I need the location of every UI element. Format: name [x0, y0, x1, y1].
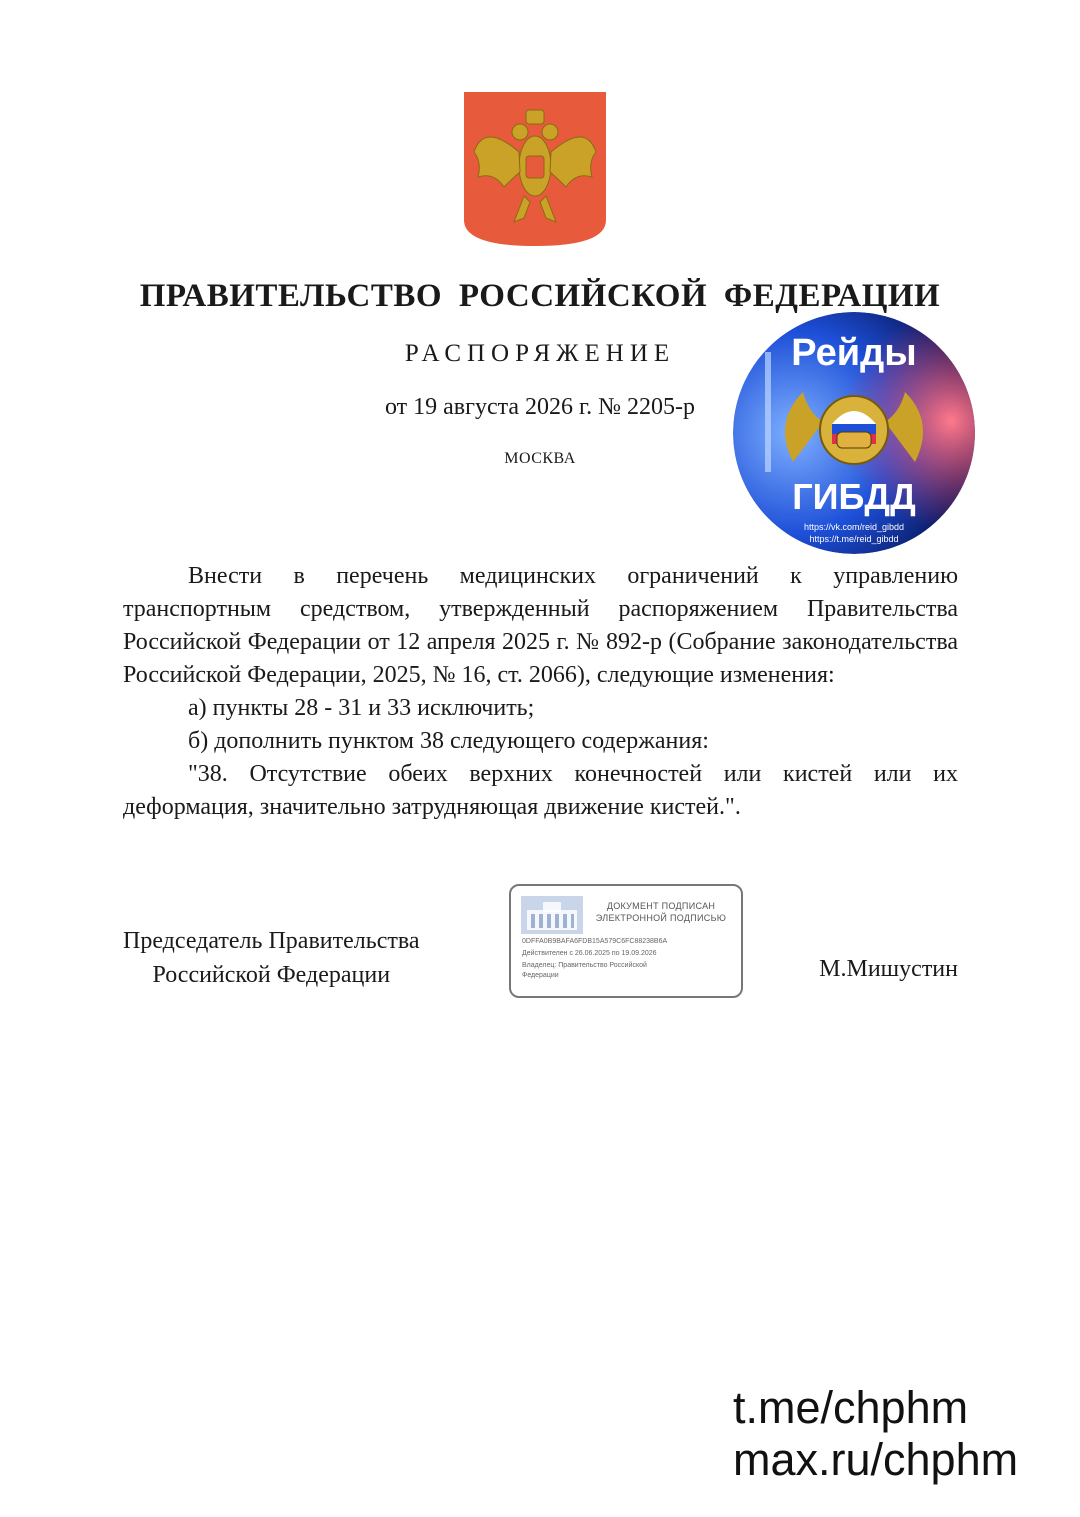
document-city: МОСКВА: [504, 450, 576, 467]
signer-name: М.Мишустин: [819, 956, 958, 982]
stamp-heading-line2: ЭЛЕКТРОННОЙ ПОДПИСЬЮ: [595, 913, 727, 923]
page-title: ПРАВИТЕЛЬСТВО РОССИЙСКОЙ ФЕДЕРАЦИИ: [139, 278, 941, 314]
reid-gibdd-badge: [733, 312, 975, 554]
electronic-signature-stamp: [509, 884, 743, 998]
document-date-number: от 19 августа 2026 г. № 2205-р: [384, 394, 696, 420]
stamp-heading-line1: ДОКУМЕНТ ПОДПИСАН: [606, 901, 716, 911]
stamp-owner-line2: Федерации: [522, 972, 559, 979]
coat-of-arms-emblem: [464, 92, 606, 246]
badge-url-tg[interactable]: https://t.me/reid_gibdd: [809, 534, 899, 544]
stamp-owner-line1: Владелец: Правительство Российской: [522, 962, 647, 969]
watermark-telegram-link[interactable]: t.me/chphm: [733, 1382, 969, 1433]
government-building-icon: [521, 896, 583, 934]
body-paragraph: б) дополнить пунктом 38 следующего содержания:: [188, 728, 709, 754]
document-type: РАСПОРЯЖЕНИЕ: [404, 340, 676, 367]
body-paragraph: "38. Отсутствие обеих верхних конечностей или кистей или их деформация, значительно затрудняющая движение кистей.".: [123, 761, 958, 820]
signer-position: [123, 924, 420, 992]
watermark-max-link[interactable]: max.ru/chphm: [733, 1434, 1019, 1485]
stamp-heading: [581, 900, 741, 924]
badge-title-bottom: ГИБДД: [792, 476, 916, 517]
body-paragraph: Внести в перечень медицинских ограничений к управлению транспортным средством, утвержденный распоряжением Правительства Российской Федерации от 12 апреля 2025 г. № 892-р (Собрание законодательства Российской Федерации, 2025, № 16, ст. 2066), следующие изменения:: [123, 563, 958, 688]
body-paragraph: а) пункты 28 - 31 и 33 исключить;: [188, 695, 535, 721]
badge-url-vk[interactable]: https://vk.com/reid_gibdd: [803, 522, 905, 532]
document-body: [123, 560, 958, 824]
badge-title-top: Рейды: [791, 332, 917, 374]
stamp-certificate: 0DFFA0B9BAFA6FDB15A579C6FC88238B6A: [522, 938, 668, 945]
signer-position-line2: Российской Федерации: [152, 962, 391, 988]
stamp-validity: Действителен с 26.06.2025 по 19.09.2026: [522, 950, 657, 957]
signer-position-line1: Председатель Правительства: [123, 928, 420, 954]
